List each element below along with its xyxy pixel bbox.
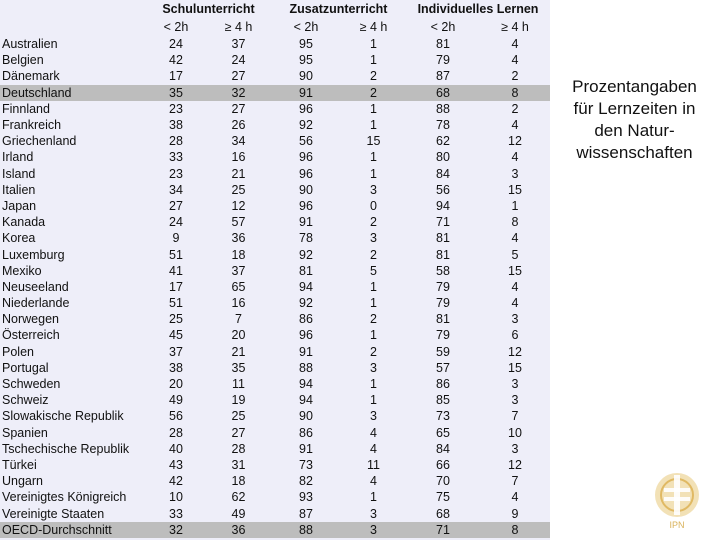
value-cell: 16	[231, 150, 246, 165]
country-cell: Norwegen	[2, 312, 59, 327]
value-cell: 65	[436, 425, 450, 440]
value-cell: 21	[231, 166, 246, 181]
value-cell: 3	[511, 312, 519, 327]
sub-header-cell: ≥ 4 h	[501, 20, 529, 34]
value-cell: 90	[299, 409, 313, 424]
value-cell: 8	[480, 85, 550, 101]
value-cell: 79	[436, 328, 450, 343]
value-cell: 3	[511, 377, 519, 392]
table-row	[0, 376, 550, 392]
value-cell: 19	[231, 393, 246, 408]
country-cell: Polen	[2, 344, 34, 359]
table-row	[0, 214, 550, 230]
value-cell: 65	[231, 279, 246, 294]
value-cell: 86	[299, 312, 313, 327]
table-row	[0, 505, 550, 521]
value-cell: 1	[370, 166, 377, 181]
value-cell: 94	[299, 279, 313, 294]
value-cell: 32	[206, 85, 271, 101]
table-row	[0, 149, 550, 165]
country-cell: Tschechische Republik	[2, 441, 130, 456]
value-cell: 4	[511, 118, 519, 133]
value-cell: 27	[231, 101, 246, 116]
value-cell: 87	[299, 506, 313, 521]
value-cell: 12	[508, 457, 522, 472]
country-cell: Slowakische Republik	[2, 409, 124, 424]
value-cell: 85	[436, 393, 450, 408]
table-row	[0, 457, 550, 473]
value-cell: 73	[299, 457, 313, 472]
value-cell: 23	[169, 101, 183, 116]
table-row	[0, 133, 550, 149]
country-cell: Korea	[2, 231, 36, 246]
value-cell: 79	[436, 279, 450, 294]
value-cell: 10	[169, 490, 183, 505]
value-cell: 2	[370, 247, 377, 262]
value-cell: 56	[436, 182, 450, 197]
value-cell: 56	[169, 409, 183, 424]
value-cell: 94	[299, 377, 313, 392]
value-cell: 34	[231, 134, 246, 149]
value-cell: 5	[370, 263, 377, 278]
table-row	[0, 360, 550, 376]
country-cell: Deutschland	[0, 85, 146, 101]
value-cell: 2	[370, 215, 377, 230]
value-cell: 36	[206, 522, 271, 538]
value-cell: 95	[299, 37, 313, 52]
header-individuelles-lernen: Individuelles Lernen	[417, 2, 539, 16]
value-cell: 49	[169, 393, 183, 408]
value-cell: 3	[370, 360, 377, 375]
value-cell: 84	[436, 166, 450, 181]
value-cell: 2	[370, 69, 377, 84]
value-cell: 20	[231, 328, 246, 343]
value-cell: 10	[508, 425, 522, 440]
country-cell: Frankreich	[2, 118, 62, 133]
sub-header-cell: < 2h	[163, 20, 189, 34]
country-cell: OECD-Durchschnitt	[0, 522, 146, 538]
value-cell: 51	[169, 247, 183, 262]
value-cell: 94	[299, 393, 313, 408]
value-cell: 68	[436, 506, 450, 521]
value-cell: 35	[146, 85, 206, 101]
table-row	[0, 85, 550, 101]
value-cell: 96	[299, 150, 313, 165]
table-row	[0, 425, 550, 441]
value-cell: 6	[511, 328, 519, 343]
country-cell: Kanada	[2, 215, 46, 230]
value-cell: 43	[169, 457, 183, 472]
value-cell: 0	[370, 198, 377, 213]
value-cell: 15	[508, 182, 522, 197]
value-cell: 92	[299, 247, 313, 262]
value-cell: 1	[370, 279, 377, 294]
country-cell: Neuseeland	[2, 279, 69, 294]
value-cell: 21	[231, 344, 246, 359]
value-cell: 1	[511, 198, 519, 213]
value-cell: 28	[169, 425, 183, 440]
value-cell: 1	[370, 490, 377, 505]
table-row	[0, 101, 550, 117]
value-cell: 92	[299, 118, 313, 133]
country-cell: Vereinigte Staaten	[2, 506, 105, 521]
value-cell: 33	[169, 506, 183, 521]
value-cell: 80	[436, 150, 450, 165]
value-cell: 56	[299, 134, 313, 149]
table-row	[0, 246, 550, 262]
table-row	[0, 182, 550, 198]
value-cell: 23	[169, 166, 183, 181]
value-cell: 95	[299, 53, 313, 68]
value-cell: 1	[370, 53, 377, 68]
sub-header-cell: ≥ 4 h	[224, 20, 253, 34]
value-cell: 1	[370, 296, 377, 311]
caption-line: Prozentangaben	[572, 77, 697, 96]
side-caption	[552, 76, 717, 164]
header-schulunterricht: Schulunterricht	[162, 2, 255, 16]
value-cell: 26	[231, 118, 246, 133]
table-row	[0, 408, 550, 424]
value-cell: 81	[436, 231, 450, 246]
value-cell: 1	[370, 377, 377, 392]
value-cell: 71	[406, 522, 480, 538]
ipn-logo-text: IPN	[669, 520, 685, 530]
value-cell: 2	[511, 101, 519, 116]
value-cell: 7	[511, 409, 519, 424]
value-cell: 1	[370, 328, 377, 343]
value-cell: 27	[231, 425, 246, 440]
table-row	[0, 311, 550, 327]
value-cell: 12	[231, 198, 246, 213]
table-row	[0, 295, 550, 311]
table-row	[0, 263, 550, 279]
value-cell: 42	[169, 474, 183, 489]
value-cell: 90	[299, 182, 313, 197]
country-cell: Griechenland	[2, 134, 77, 149]
value-cell: 3	[511, 441, 519, 456]
country-cell: Japan	[2, 198, 37, 213]
value-cell: 81	[436, 312, 450, 327]
value-cell: 38	[169, 360, 183, 375]
country-cell: Belgien	[2, 53, 44, 68]
value-cell: 7	[511, 474, 519, 489]
sub-header-cell: < 2h	[430, 20, 456, 34]
table-row	[0, 68, 550, 84]
value-cell: 4	[370, 441, 377, 456]
value-cell: 37	[231, 263, 246, 278]
value-cell: 41	[169, 263, 183, 278]
value-cell: 15	[508, 263, 522, 278]
value-cell: 9	[511, 506, 519, 521]
value-cell: 4	[511, 150, 519, 165]
value-cell: 79	[436, 296, 450, 311]
value-cell: 38	[169, 118, 183, 133]
table-row	[0, 522, 550, 538]
ipn-logo-icon	[652, 470, 702, 520]
value-cell: 36	[231, 231, 246, 246]
country-cell: Portugal	[2, 360, 49, 375]
value-cell: 87	[436, 69, 450, 84]
country-cell: Italien	[2, 182, 36, 197]
value-cell: 73	[436, 409, 450, 424]
value-cell: 96	[299, 198, 313, 213]
value-cell: 16	[231, 296, 246, 311]
value-cell: 25	[169, 312, 183, 327]
value-cell: 25	[231, 409, 246, 424]
value-cell: 37	[169, 344, 183, 359]
country-cell: Luxemburg	[2, 247, 65, 262]
table-row	[0, 441, 550, 457]
value-cell: 4	[511, 490, 519, 505]
value-cell: 3	[341, 522, 406, 538]
value-cell: 79	[436, 53, 450, 68]
value-cell: 3	[511, 166, 519, 181]
value-cell: 42	[169, 53, 183, 68]
value-cell: 88	[299, 360, 313, 375]
value-cell: 3	[370, 182, 377, 197]
caption-line: den Natur-	[594, 121, 675, 140]
value-cell: 81	[436, 247, 450, 262]
value-cell: 4	[511, 279, 519, 294]
value-cell: 20	[169, 377, 183, 392]
value-cell: 11	[232, 377, 245, 392]
value-cell: 62	[231, 490, 246, 505]
value-cell: 27	[231, 69, 246, 84]
value-cell: 18	[231, 247, 246, 262]
value-cell: 12	[508, 344, 522, 359]
value-cell: 91	[271, 85, 341, 101]
corner-cell	[0, 18, 146, 36]
value-cell: 24	[231, 53, 246, 68]
value-cell: 86	[436, 377, 450, 392]
value-cell: 51	[169, 296, 183, 311]
value-cell: 91	[299, 441, 313, 456]
value-cell: 57	[231, 215, 246, 230]
sub-header-row	[0, 18, 550, 36]
value-cell: 33	[169, 150, 183, 165]
value-cell: 81	[436, 37, 450, 52]
value-cell: 96	[299, 101, 313, 116]
value-cell: 2	[341, 85, 406, 101]
table-row	[0, 489, 550, 505]
value-cell: 4	[370, 425, 377, 440]
value-cell: 17	[169, 69, 183, 84]
sub-header-cell: ≥ 4 h	[359, 20, 388, 34]
value-cell: 75	[436, 490, 450, 505]
value-cell: 88	[271, 522, 341, 538]
value-cell: 4	[511, 231, 519, 246]
value-cell: 11	[367, 457, 380, 472]
value-cell: 58	[436, 263, 450, 278]
value-cell: 7	[235, 312, 242, 327]
country-cell: Irland	[2, 150, 34, 165]
value-cell: 4	[511, 37, 519, 52]
value-cell: 15	[366, 134, 381, 149]
value-cell: 1	[370, 118, 377, 133]
value-cell: 62	[436, 134, 450, 149]
corner-cell	[0, 0, 146, 18]
value-cell: 91	[299, 344, 313, 359]
value-cell: 28	[169, 134, 183, 149]
value-cell: 2	[370, 312, 377, 327]
value-cell: 24	[169, 37, 183, 52]
country-cell: Mexiko	[2, 263, 42, 278]
value-cell: 12	[508, 134, 522, 149]
value-cell: 4	[511, 53, 519, 68]
table-row	[0, 392, 550, 408]
value-cell: 24	[169, 215, 183, 230]
country-cell: Australien	[2, 37, 58, 52]
country-cell: Spanien	[2, 425, 48, 440]
value-cell: 15	[508, 360, 522, 375]
table-row	[0, 327, 550, 343]
value-cell: 59	[436, 344, 450, 359]
value-cell: 25	[231, 182, 246, 197]
ipn-logo	[652, 470, 702, 536]
table-row	[0, 52, 550, 68]
value-cell: 84	[436, 441, 450, 456]
value-cell: 9	[172, 231, 180, 246]
value-cell: 31	[231, 457, 246, 472]
value-cell: 5	[511, 247, 519, 262]
country-cell: Türkei	[2, 457, 37, 472]
table-row	[0, 166, 550, 182]
value-cell: 4	[370, 474, 377, 489]
value-cell: 94	[436, 198, 450, 213]
country-cell: Schweiz	[2, 393, 49, 408]
value-cell: 2	[511, 69, 519, 84]
value-cell: 96	[299, 328, 313, 343]
value-cell: 3	[370, 506, 377, 521]
table-row	[0, 117, 550, 133]
caption-line: für Lernzeiten in	[573, 99, 696, 118]
value-cell: 3	[511, 393, 519, 408]
value-cell: 49	[231, 506, 246, 521]
value-cell: 88	[436, 101, 450, 116]
value-cell: 91	[299, 215, 313, 230]
table-row	[0, 198, 550, 214]
table-row	[0, 230, 550, 246]
country-cell: Schweden	[2, 377, 61, 392]
value-cell: 1	[370, 101, 377, 116]
value-cell: 68	[406, 85, 480, 101]
country-cell: Österreich	[2, 328, 60, 343]
value-cell: 57	[436, 360, 450, 375]
value-cell: 92	[299, 296, 313, 311]
value-cell: 70	[436, 474, 450, 489]
value-cell: 71	[436, 215, 450, 230]
value-cell: 8	[480, 522, 550, 538]
value-cell: 2	[370, 344, 377, 359]
value-cell: 8	[511, 215, 519, 230]
value-cell: 93	[299, 490, 313, 505]
value-cell: 78	[436, 118, 450, 133]
value-cell: 1	[370, 37, 377, 52]
country-cell: Dänemark	[2, 69, 60, 84]
caption-line: wissenschaften	[576, 143, 693, 162]
value-cell: 66	[436, 457, 450, 472]
value-cell: 27	[169, 198, 183, 213]
table-row	[0, 473, 550, 489]
country-cell: Niederlande	[2, 296, 70, 311]
value-cell: 1	[370, 393, 377, 408]
value-cell: 45	[169, 328, 183, 343]
value-cell: 86	[299, 425, 313, 440]
table-row	[0, 344, 550, 360]
value-cell: 32	[146, 522, 206, 538]
table-body	[0, 36, 550, 538]
group-header-row	[0, 0, 550, 18]
header-zusatzunterricht: Zusatzunterricht	[289, 2, 388, 16]
value-cell: 3	[370, 231, 377, 246]
value-cell: 82	[299, 474, 313, 489]
country-cell: Ungarn	[2, 474, 43, 489]
table-row	[0, 36, 550, 52]
country-cell: Island	[2, 166, 36, 181]
value-cell: 81	[299, 263, 313, 278]
country-cell: Finnland	[2, 101, 50, 116]
value-cell: 78	[299, 231, 313, 246]
value-cell: 4	[511, 296, 519, 311]
table-row	[0, 279, 550, 295]
value-cell: 37	[231, 37, 246, 52]
sub-header-cell: < 2h	[293, 20, 319, 34]
value-cell: 35	[231, 360, 246, 375]
value-cell: 1	[370, 150, 377, 165]
value-cell: 18	[231, 474, 246, 489]
value-cell: 40	[169, 441, 183, 456]
value-cell: 17	[169, 279, 183, 294]
value-cell: 34	[169, 182, 183, 197]
value-cell: 3	[370, 409, 377, 424]
value-cell: 90	[299, 69, 313, 84]
country-cell: Vereinigtes Königreich	[2, 490, 127, 505]
value-cell: 28	[231, 441, 246, 456]
value-cell: 96	[299, 166, 313, 181]
